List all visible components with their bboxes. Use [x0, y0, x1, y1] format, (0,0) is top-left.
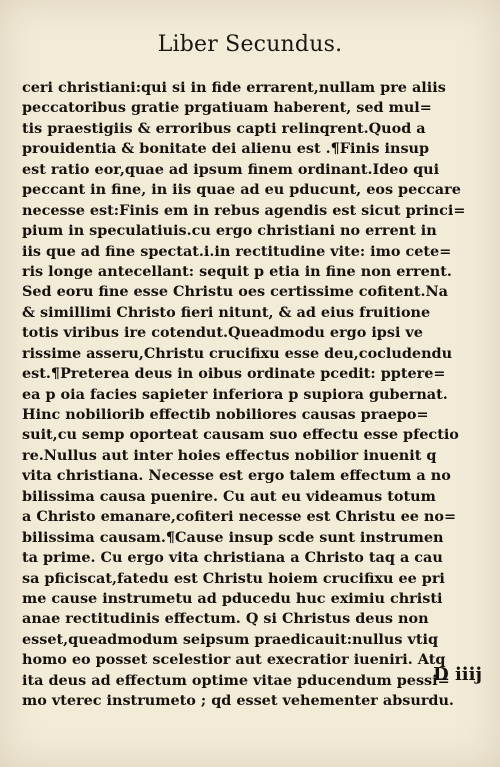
text-line: prouidentia & bonitate dei alienu est .¶Finis insup	[22, 140, 430, 158]
text-line: Hinc nobiliorib effectib nobiliores causas praepo=	[22, 406, 429, 423]
body-text	[22, 78, 482, 712]
running-header: Liber Secundus.	[157, 32, 343, 57]
text-line: esset,queadmodum seipsum praedicauit:nullus vtiq	[22, 630, 439, 648]
text-line: a Christo emanare,cofiteri necesse est Christu ee no=	[22, 508, 457, 526]
text-line: me cause instrumetu ad pducedu huc eximiu christi	[22, 589, 443, 607]
text-line: iis que ad fine spectat.i.in rectitudine vite: imo cete=	[22, 242, 452, 260]
text-line: tis praestigiis & erroribus capti relinqrent.Quod a	[22, 119, 426, 137]
text-line: vita christiana. Necesse est ergo talem effectum a no	[22, 467, 451, 485]
text-line: ris longe antecellant: sequit p etia in fine non errent.	[22, 262, 452, 280]
text-line: bilissima causam.¶Cause insup scde sunt instrumen	[22, 528, 444, 546]
text-line: homo eo posset scelestior aut execratior iueniri. Atq	[22, 651, 446, 669]
text-line: sa pficiscat,fatedu est Christu hoiem crucifixu ee pri	[22, 569, 445, 587]
text-line: Sed eoru fine esse Christu oes certissime cofitent.Na	[22, 283, 448, 301]
text-line: ta prime. Cu ergo vita christiana a Christo taq a cau	[22, 549, 443, 567]
text-line: totis viribus ire cotendut.Queadmodu ergo ipsi ve	[22, 324, 423, 342]
text-line: est.¶Preterea deus in oibus ordinate pcedit: pptere=	[22, 365, 446, 383]
text-line: est ratio eor,quae ad ipsum finem ordinant.Ideo qui	[22, 160, 440, 178]
text-line: ita deus ad effectum optime vitae pducendum pessi=	[22, 671, 450, 689]
text-line: pium in speculatiuis.cu ergo christiani no errent in	[22, 222, 437, 240]
text-line: peccatoribus gratie prgatiuam haberent, sed mul=	[22, 99, 432, 117]
text-line: mo vterec instrumeto ; qd esset vehementer absurdu.	[22, 692, 454, 710]
text-line: & simillimi Christo fieri nitunt, & ad eius fruitione	[22, 303, 431, 321]
text-line: necesse est:Finis em in rebus agendis est sicut princi=	[22, 201, 466, 219]
text-line: rissime asseru,Christu crucifixu esse deu,cocludendu	[22, 344, 453, 362]
text-line: re.Nullus aut inter hoies effectus nobilior inuenit q	[22, 446, 437, 464]
text-line: suit,cu semp oporteat causam suo effectu esse pfectio	[22, 426, 459, 444]
text-line: anae rectitudinis effectum. Q si Christus deus non	[22, 610, 429, 628]
text-line: bilissima causa puenire. Cu aut eu videamus totum	[22, 487, 436, 505]
text-line: ceri christiani:qui si in fide errarent,nullam pre aliis	[22, 79, 446, 96]
signature-mark: D iiij	[433, 664, 482, 685]
text-line: peccant in fine, in iis quae ad eu pducunt, eos peccare	[22, 181, 461, 199]
text-line: ea p oia facies sapieter inferiora p supiora gubernat.	[22, 385, 448, 403]
